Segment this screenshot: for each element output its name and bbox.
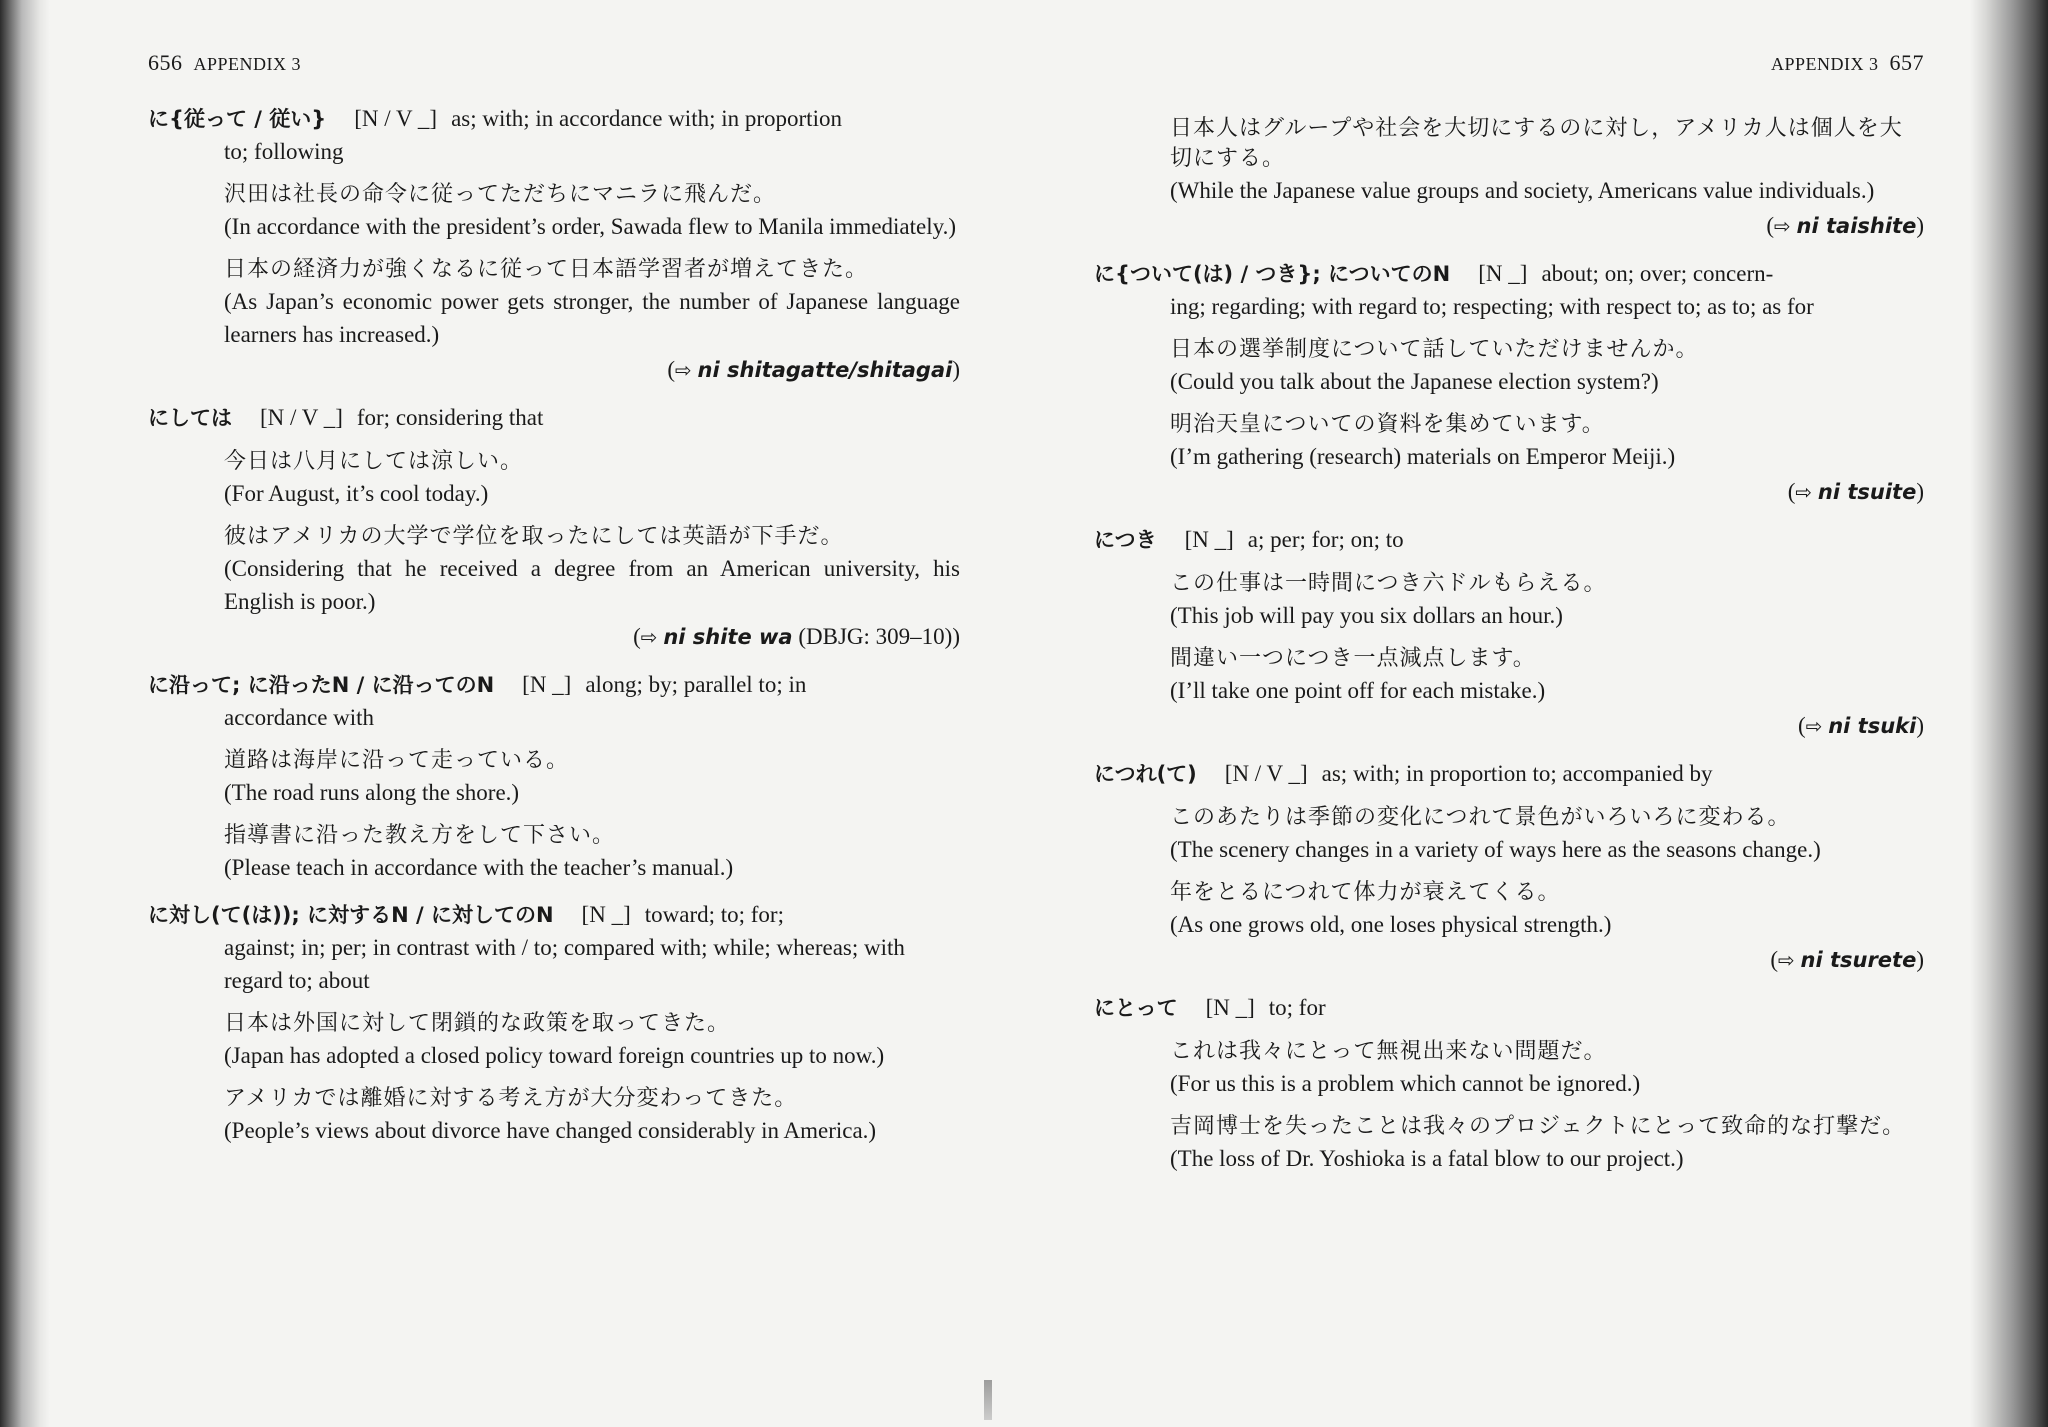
entry-definition: to; for	[1268, 995, 1326, 1020]
entry-grammar: [N _]	[522, 672, 572, 697]
example-japanese: 日本の選挙制度について話していただけませんか。	[1170, 337, 1699, 362]
xref-open-paren: (	[1770, 947, 1778, 972]
example-japanese: 日本の経済力が強くなるに従って日本語学習者が増えてきた。	[224, 257, 869, 282]
left-page-number: 656	[148, 50, 183, 75]
example-translation: (I’m gathering (research) materials on Emperor Meiji.)	[1170, 444, 1676, 469]
example-translation: (Considering that he received a degree from an American university, his English is poor.)	[224, 556, 960, 614]
entry-definition: for; considering that	[356, 405, 544, 430]
entry-grammar: [N _]	[581, 902, 631, 927]
example-sentence	[224, 255, 960, 351]
example-japanese: 日本人はグループや社会を大切にするのに対し，アメリカ人は個人を大切にする。	[1170, 116, 1903, 171]
entry-definition-continued: to; following	[224, 139, 344, 164]
xref-arrow-icon: ⇨	[640, 625, 658, 649]
example-translation: (Please teach in accordance with the teacher’s manual.)	[224, 855, 734, 880]
example-sentence	[224, 522, 960, 618]
dictionary-entry	[148, 668, 960, 884]
xref-romaji: ni taishite	[1796, 214, 1917, 238]
dictionary-entry	[1094, 523, 1924, 743]
example-translation: (While the Japanese value groups and society, Americans value individuals.)	[1170, 178, 1875, 203]
dictionary-entry	[1094, 757, 1924, 977]
example-sentence	[1170, 335, 1924, 398]
entry-headword: にしては	[148, 406, 232, 430]
entry-grammar: [N _]	[1184, 527, 1234, 552]
example-japanese: 沢田は社長の命令に従ってただちにマニラに飛んだ。	[224, 182, 777, 207]
xref-arrow-icon: ⇨	[1777, 948, 1795, 972]
example-japanese: この仕事は一時間につき六ドルもらえる。	[1170, 571, 1607, 596]
example-japanese: 道路は海岸に沿って走っている。	[224, 748, 570, 773]
dictionary-entry	[148, 102, 960, 387]
continued-entry	[1094, 114, 1924, 243]
xref-arrow-icon: ⇨	[1795, 480, 1813, 504]
entry-headword: につれ(て)	[1094, 762, 1197, 786]
left-running-head	[148, 50, 301, 76]
dictionary-entry	[1094, 257, 1924, 509]
entry-headword: に{ついて(は) / つき}; についてのN	[1094, 262, 1451, 286]
example-translation: (As Japan’s economic power gets stronger, the number of Japanese language learners has increased.)	[224, 289, 960, 347]
left-section-title: APPENDIX 3	[193, 54, 302, 74]
xref-open-paren: (	[633, 624, 641, 649]
example-sentence	[224, 746, 960, 809]
xref-close-paren: )	[1916, 479, 1924, 504]
center-gutter-mark	[984, 1380, 992, 1420]
entry-definition: as; with; in proportion to; accompanied by	[1321, 761, 1713, 786]
example-japanese: 日本は外国に対して閉鎖的な政策を取ってきた。	[224, 1011, 731, 1036]
example-translation: (In accordance with the president’s order, Sawada flew to Manila immediately.)	[224, 214, 957, 239]
entry-head-line	[148, 898, 960, 932]
example-translation: (This job will pay you six dollars an hour.)	[1170, 603, 1563, 628]
cross-reference	[1094, 709, 1924, 743]
entry-definition-continued: against; in; per; in contrast with / to; compared with; while; whereas; with regard to; about	[224, 935, 905, 993]
example-japanese: 年をとるにつれて体力が衰えてくる。	[1170, 880, 1561, 905]
entry-headword: に対し(て(は)); に対するN / に対してのN	[148, 903, 554, 927]
entry-headword: に{従って / 従い}	[148, 107, 327, 131]
cross-reference	[148, 353, 960, 387]
cross-reference	[148, 620, 960, 654]
entry-definition: toward; to; for;	[644, 902, 784, 927]
right-page-body	[1094, 102, 1924, 1189]
example-translation: (Could you talk about the Japanese election system?)	[1170, 369, 1659, 394]
example-sentence	[224, 821, 960, 884]
example-translation: (As one grows old, one loses physical strength.)	[1170, 912, 1612, 937]
xref-open-paren: (	[1766, 213, 1775, 238]
example-translation: (I’ll take one point off for each mistake.)	[1170, 678, 1546, 703]
entry-head-line	[1094, 523, 1924, 557]
xref-romaji: ni shitagatte/shitagai	[697, 358, 953, 382]
example-sentence	[224, 1084, 960, 1147]
xref-close-paren: )	[1916, 947, 1924, 972]
entry-definition: about; on; over; concern-	[1541, 261, 1774, 286]
cross-reference	[1094, 475, 1924, 509]
right-section-title: APPENDIX 3	[1770, 54, 1879, 74]
entry-headword: にとって	[1094, 996, 1178, 1020]
entry-head-line	[1094, 991, 1924, 1025]
example-sentence	[1170, 410, 1924, 473]
xref-arrow-icon: ⇨	[1805, 714, 1823, 738]
xref-romaji: ni tsuki	[1828, 714, 1917, 738]
example-sentence	[1170, 1037, 1924, 1100]
example-translation: (The loss of Dr. Yoshioka is a fatal blow to our project.)	[1170, 1146, 1684, 1171]
xref-romaji: ni tsurete	[1800, 948, 1917, 972]
example-translation: (The scenery changes in a variety of ways here as the seasons change.)	[1170, 837, 1821, 862]
example-sentence	[1170, 644, 1924, 707]
entry-definition: along; by; parallel to; in	[585, 672, 807, 697]
example-translation: (People’s views about divorce have changed considerably in America.)	[224, 1118, 877, 1143]
xref-arrow-icon: ⇨	[1774, 214, 1791, 238]
example-japanese: このあたりは季節の変化につれて景色がいろいろに変わる。	[1170, 805, 1791, 830]
example-japanese: アメリカでは離婚に対する考え方が大分変わってきた。	[224, 1086, 798, 1111]
xref-romaji: ni tsuite	[1817, 480, 1917, 504]
example-translation: (For us this is a problem which cannot be ignored.)	[1170, 1071, 1641, 1096]
entry-head-line	[148, 401, 960, 435]
right-page-number: 657	[1889, 50, 1924, 75]
example-sentence	[224, 1009, 960, 1072]
entry-definition: as; with; in accordance with; in proportion	[451, 106, 842, 131]
xref-close-paren: )	[1916, 713, 1924, 738]
example-sentence	[1170, 878, 1924, 941]
example-japanese: これは我々にとって無視出来ない問題だ。	[1170, 1039, 1607, 1064]
xref-close-paren: )	[952, 357, 960, 382]
xref-close-paren: )	[952, 624, 960, 649]
dictionary-entry	[1094, 991, 1924, 1175]
right-running-head	[1771, 50, 1924, 76]
xref-arrow-icon: ⇨	[675, 358, 692, 382]
entry-headword: に沿って; に沿ったN / に沿ってのN	[148, 673, 495, 697]
entry-head-line	[148, 102, 960, 136]
example-sentence	[1170, 569, 1924, 632]
left-binding-shadow	[0, 0, 50, 1427]
xref-close-paren: )	[1916, 213, 1924, 238]
example-sentence	[1170, 1112, 1924, 1175]
dictionary-entry	[148, 898, 960, 1147]
xref-extra: (DBJG: 309–10)	[792, 624, 953, 649]
example-sentence	[1170, 803, 1924, 866]
example-sentence	[1170, 114, 1924, 207]
example-japanese: 明治天皇についての資料を集めています。	[1170, 412, 1605, 437]
xref-open-paren: (	[1787, 479, 1796, 504]
example-translation: (For August, it’s cool today.)	[224, 481, 489, 506]
example-japanese: 間違い一つにつき一点減点します。	[1170, 646, 1536, 671]
example-sentence	[224, 447, 960, 510]
entry-grammar: [N / V _]	[1224, 761, 1308, 786]
xref-open-paren: (	[667, 357, 676, 382]
entry-head-line	[1094, 257, 1924, 291]
example-translation: (The road runs along the shore.)	[224, 780, 520, 805]
example-japanese: 今日は八月にしては涼しい。	[224, 449, 524, 474]
example-japanese: 彼はアメリカの大学で学位を取ったにしては英語が下手だ。	[224, 524, 844, 549]
xref-open-paren: (	[1798, 713, 1806, 738]
entry-head-line	[148, 668, 960, 702]
example-translation: (Japan has adopted a closed policy toward foreign countries up to now.)	[224, 1043, 885, 1068]
entry-grammar: [N _]	[1205, 995, 1255, 1020]
entry-definition-continued: ing; regarding; with regard to; respecting; with respect to; as to; as for	[1170, 294, 1814, 319]
right-binding-shadow	[1970, 0, 2048, 1427]
example-japanese: 指導書に沿った教え方をして下さい。	[224, 823, 616, 848]
left-page-body	[148, 102, 960, 1161]
entry-definition-continued: accordance with	[224, 705, 375, 730]
entry-grammar: [N / V _]	[260, 405, 343, 430]
entry-definition: a; per; for; on; to	[1247, 527, 1404, 552]
example-japanese: 吉岡博士を失ったことは我々のプロジェクトにとって致命的な打撃だ。	[1170, 1114, 1906, 1139]
example-sentence	[224, 180, 960, 243]
cross-reference	[1094, 209, 1924, 243]
dictionary-entry	[148, 401, 960, 654]
entry-grammar: [N _]	[1478, 261, 1528, 286]
cross-reference	[1094, 943, 1924, 977]
entry-head-line	[1094, 757, 1924, 791]
entry-headword: につき	[1094, 528, 1157, 552]
xref-romaji: ni shite wa	[663, 625, 793, 649]
entry-grammar: [N / V _]	[354, 106, 438, 131]
